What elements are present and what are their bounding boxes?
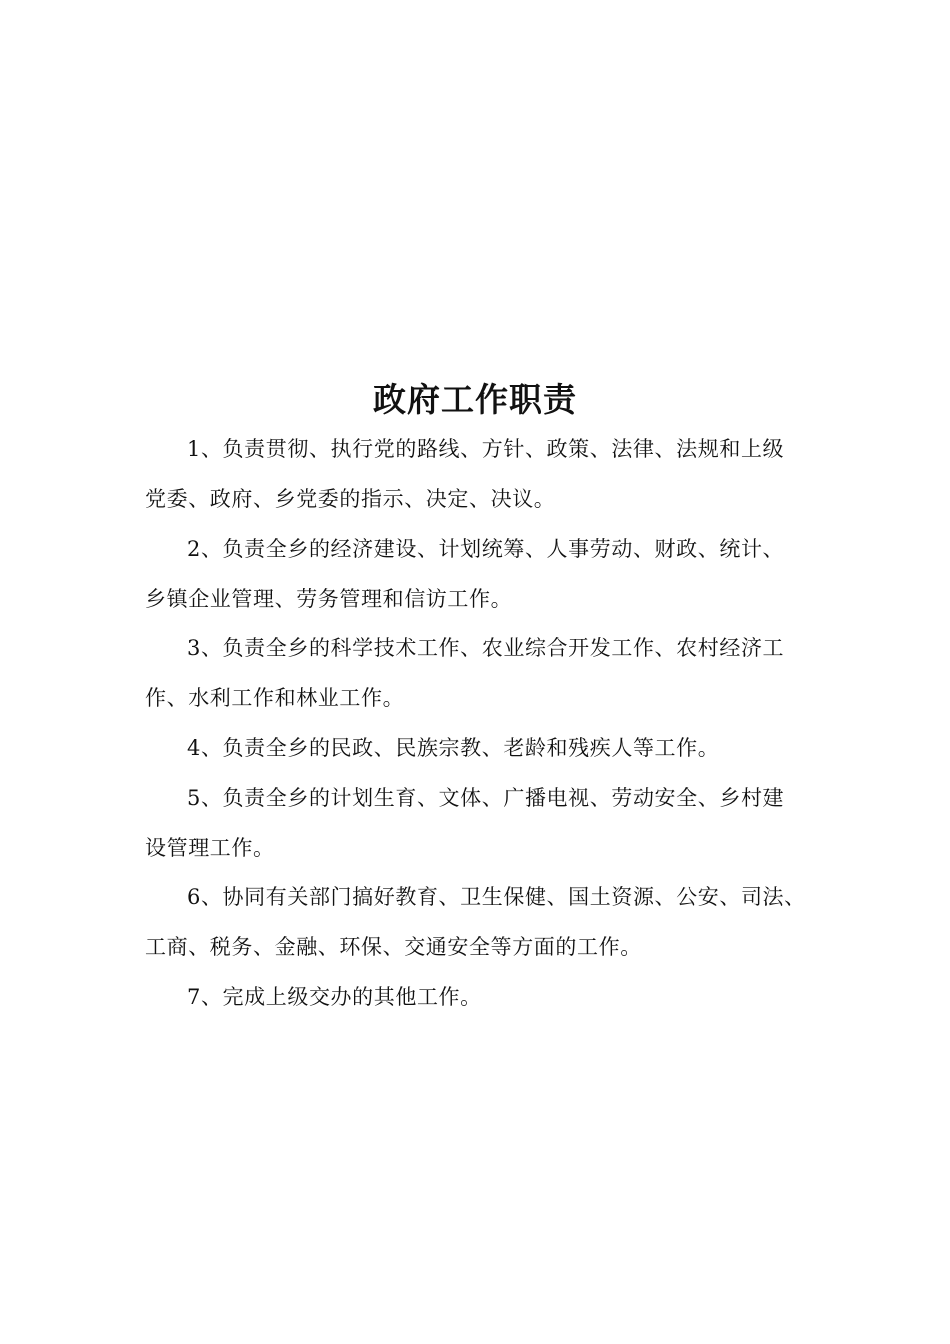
- item-2-line-2: 乡镇企业管理、劳务管理和信访工作。: [145, 587, 513, 611]
- item-4-line-1: 4、负责全乡的民政、民族宗教、老龄和残疾人等工作。: [187, 736, 720, 760]
- item-3-line-2: 作、水利工作和林业工作。: [145, 686, 405, 710]
- item-6-line-1: 6、协同有关部门搞好教育、卫生保健、国土资源、公安、司法、: [187, 885, 806, 909]
- item-1-line-2: 党委、政府、乡党委的指示、决定、决议。: [145, 487, 556, 511]
- document-title: 政府工作职责: [373, 380, 577, 419]
- item-7-line-1: 7、完成上级交办的其他工作。: [187, 985, 482, 1009]
- item-5-line-1: 5、负责全乡的计划生育、文体、广播电视、劳动安全、乡村建: [187, 786, 785, 810]
- item-2-line-1: 2、负责全乡的经济建设、计划统筹、人事劳动、财政、统计、: [187, 537, 785, 561]
- item-1-line-1: 1、负责贯彻、执行党的路线、方针、政策、法律、法规和上级: [187, 437, 785, 461]
- item-3-line-1: 3、负责全乡的科学技术工作、农业综合开发工作、农村经济工: [187, 636, 785, 660]
- item-6-line-2: 工商、税务、金融、环保、交通安全等方面的工作。: [145, 935, 642, 959]
- item-5-line-2: 设管理工作。: [145, 836, 275, 860]
